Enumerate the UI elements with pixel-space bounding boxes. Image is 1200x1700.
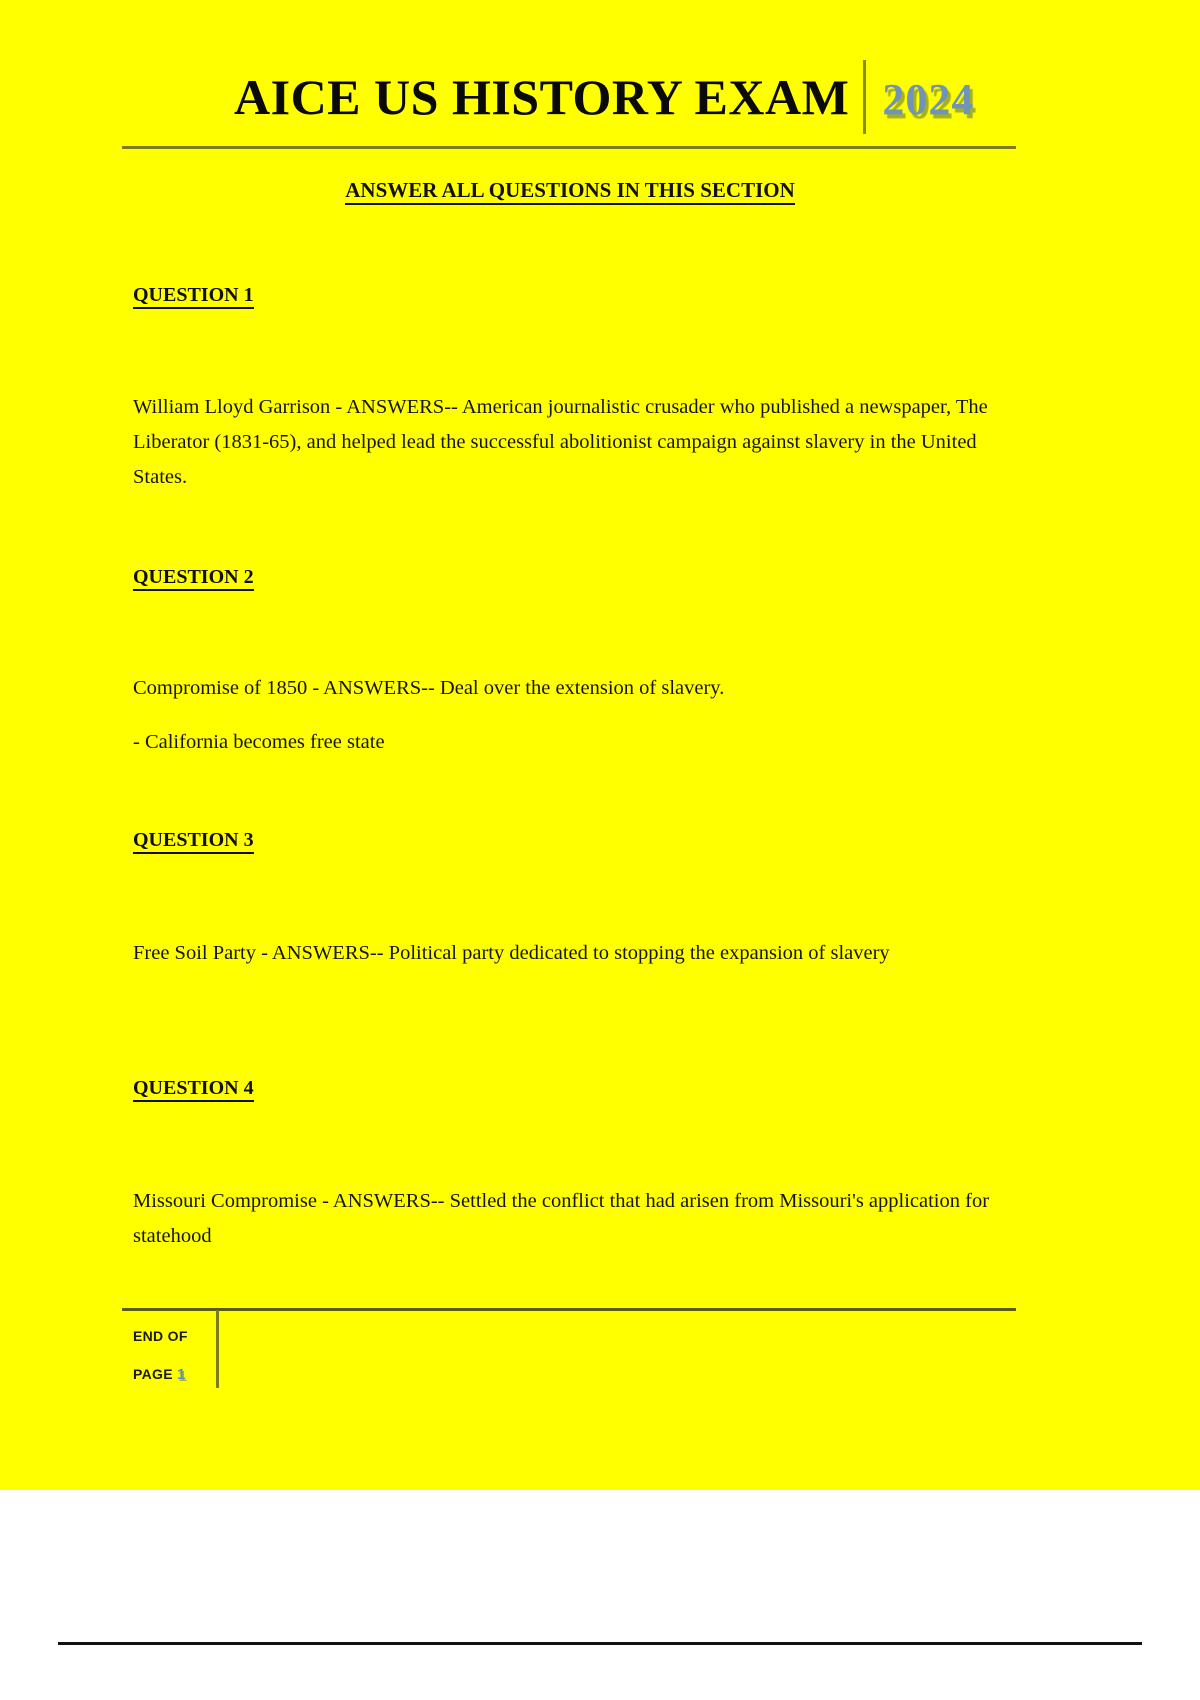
question-2-body-bullet: - California becomes free state xyxy=(133,731,385,753)
footer-rule xyxy=(122,1308,1016,1311)
question-4-body: Missouri Compromise - ANSWERS-- Settled the conflict that had arisen from Missouri's application for statehood xyxy=(133,1190,990,1247)
question-3-heading xyxy=(133,829,254,852)
document-header xyxy=(120,58,1020,136)
header-rule xyxy=(122,146,1016,149)
exam-year: 2024 xyxy=(882,75,975,124)
page-title: AICE US HISTORY EXAM xyxy=(234,69,850,125)
question-3-heading-text: QUESTION 3 xyxy=(133,829,254,854)
question-4-heading-text: QUESTION 4 xyxy=(133,1077,254,1102)
footer-divider xyxy=(216,1310,219,1388)
section-instruction-text: ANSWER ALL QUESTIONS IN THIS SECTION xyxy=(345,178,795,205)
section-instruction xyxy=(120,178,1020,203)
question-1-heading-text: QUESTION 1 xyxy=(133,284,254,309)
footer-page-number: 1 xyxy=(177,1366,186,1383)
question-3-body: Free Soil Party - ANSWERS-- Political party dedicated to stopping the expansion of slavery xyxy=(133,942,890,964)
question-2-heading xyxy=(133,566,254,589)
question-1-body: William Lloyd Garrison - ANSWERS-- American journalistic crusader who published a newspaper, The Liberator (1831-65), and helped lead the successful abolitionist campaign against slavery in the United States. xyxy=(133,396,988,488)
page-content xyxy=(120,0,1020,1490)
title-divider xyxy=(863,60,866,134)
footer-end-of-label: END OF xyxy=(133,1328,188,1344)
question-4-heading xyxy=(133,1077,254,1100)
footer-page-label: PAGE xyxy=(133,1366,173,1382)
question-2-body: Compromise of 1850 - ANSWERS-- Deal over the extension of slavery. xyxy=(133,677,725,699)
bottom-page-rule xyxy=(58,1642,1142,1645)
question-2-heading-text: QUESTION 2 xyxy=(133,566,254,591)
question-1-heading xyxy=(133,284,254,307)
